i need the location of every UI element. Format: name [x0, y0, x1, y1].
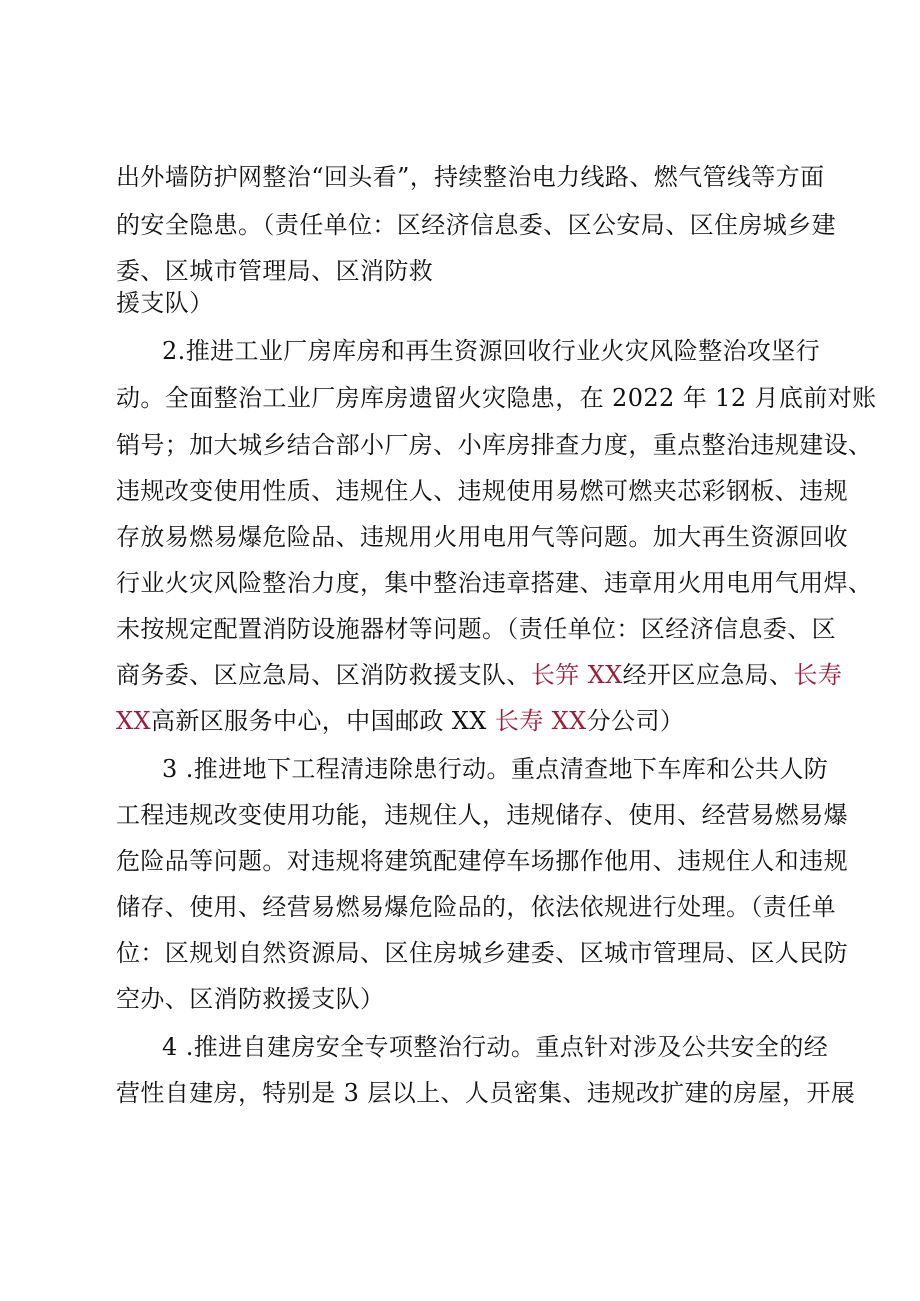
text-line: 销号；加大城乡结合部小厂房、小库房排查力度，重点整治违规建设、 — [116, 431, 873, 459]
text-line: 动。全面整治工业厂房库房遗留火灾隐患，在 2022 年 12 月底前对账 — [116, 384, 877, 412]
highlighted-text: 长寿 — [793, 661, 843, 689]
text-line: 违规改变使用性质、违规住人、违规使用易燃可燃夹芯彩钢板、违规 — [116, 477, 848, 505]
section-2-heading-line: 2.推进工业厂房库房和再生资源回收行业火灾风险整治攻坚行 — [162, 337, 821, 365]
highlighted-text: 长笄 XX — [530, 661, 623, 689]
highlighted-text: XX — [116, 707, 151, 735]
text-line: 委、区城市管理局、区消防救 — [116, 257, 434, 285]
text-line: 营性自建房，特别是 3 层以上、人员密集、违规改扩建的房屋，开展 — [116, 1079, 856, 1107]
highlighted-text: 长寿 XX — [494, 707, 587, 735]
text-line: 行业火灾风险整治力度，集中整治违章搭建、违章用火用电用气用焊、 — [116, 569, 873, 597]
text-line: 的安全隐患。（责任单位：区经济信息委、区公安局、区住房城乡建 — [116, 211, 836, 239]
section-4-heading-line: 4 .推进自建房安全专项整治行动。重点针对涉及公共安全的经 — [162, 1033, 829, 1061]
text-line-with-highlight: XX高新区服务中心，中国邮政 XX 长寿 XX分公司） — [116, 707, 685, 735]
text-line: 储存、使用、经营易燃易爆危险品的，依法依规进行处理。（责任单 — [116, 893, 836, 921]
text-line: 危险品等问题。对违规将建筑配建停车场挪作他用、违规住人和违规 — [116, 847, 848, 875]
text-line: 出外墙防护网整治“回头看”，持续整治电力线路、燃气管线等方面 — [116, 163, 825, 191]
text-line: 未按规定配置消防设施器材等问题。（责任单位：区经济信息委、区 — [116, 615, 836, 643]
section-3-heading-line: 3 .推进地下工程清违除患行动。重点清查地下车库和公共人防 — [162, 755, 829, 783]
text-line: 位：区规划自然资源局、区住房城乡建委、区城市管理局、区人民防 — [116, 939, 848, 967]
text-line: 援支队） — [116, 289, 214, 317]
text-line: 工程违规改变使用功能，违规住人，违规储存、使用、经营易燃易爆 — [116, 801, 848, 829]
text-line: 存放易燃易爆危险品、违规用火用电用气等问题。加大再生资源回收 — [116, 523, 848, 551]
text-line-with-highlight: 商务委、区应急局、区消防救援支队、长笄 XX经开区应急局、长寿 — [116, 661, 843, 689]
text-line: 空办、区消防救援支队） — [116, 985, 385, 1013]
